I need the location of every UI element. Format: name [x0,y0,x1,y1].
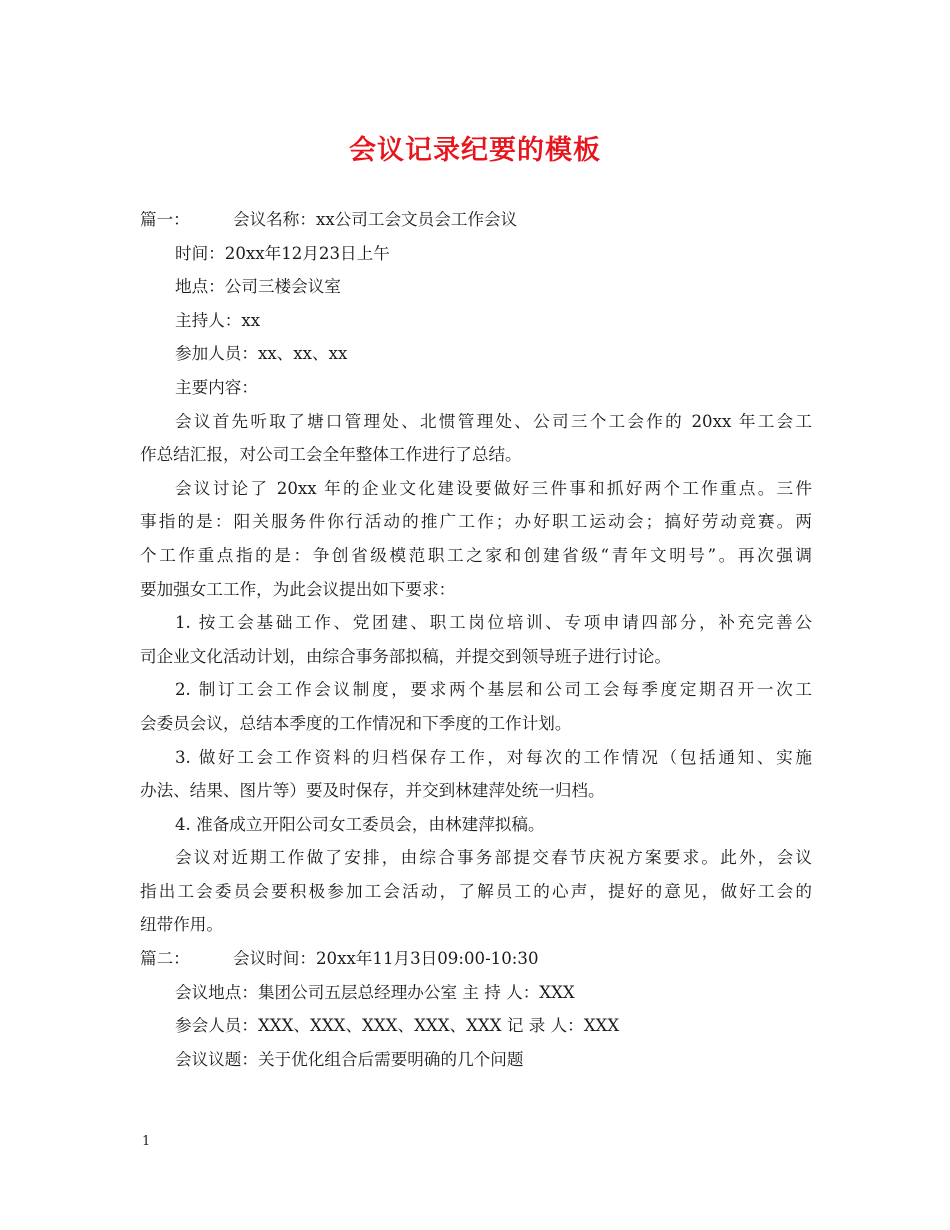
item-3-line-2: 办法、结果、图片等）要及时保存，并交到林建萍处统一归档。 [140,781,605,801]
part2-meeting-time: 会议时间：20xx年11月3日09:00-10:30 [233,949,539,969]
main-content-label: 主要内容： [175,377,258,397]
part2-location-host: 会议地点：集团公司五层总经理办公室 主 持 人：XXX [175,982,575,1002]
paragraph-1-line-1: 会议首先听取了塘口管理处、北惯管理处、公司三个工会作的 20xx 年工会工 [175,411,812,431]
meeting-participants: 参加人员：xx、xx、xx [175,344,348,364]
item-2-line-1: 2. 制订工会工作会议制度，要求两个基层和公司工会每季度定期召开一次工 [175,680,812,700]
item-1-line-1: 1. 按工会基础工作、党团建、职工岗位培训、专项申请四部分，补充完善公 [175,613,812,633]
part2-topic: 会议议题：关于优化组合后需要明确的几个问题 [175,1049,524,1069]
paragraph-3-line-1: 会议对近期工作做了安排，由综合事务部提交春节庆祝方案要求。此外，会议 [175,848,812,868]
item-4: 4. 准备成立开阳公司女工委员会，由林建萍拟稿。 [175,814,545,834]
paragraph-1-line-2: 作总结汇报，对公司工会全年整体工作进行了总结。 [140,445,522,465]
item-1-line-2: 司企业文化活动计划，由综合事务部拟稿，并提交到领导班子进行讨论。 [140,646,671,666]
part2-heading [140,942,812,976]
document-body [140,203,812,1076]
meeting-host: 主持人：xx [175,310,261,330]
document-title: 会议记录纪要的模板 [349,135,601,166]
paragraph-2-line-4: 要加强女工工作，为此会议提出如下要求： [140,579,456,599]
page-number: 1 [142,1134,151,1149]
paragraph-3-line-2: 指出工会委员会要积极参加工会活动，了解员工的心声，提好的意见，做好工会的 [140,881,812,901]
meeting-time: 时间：20xx年12月23日上午 [175,243,390,263]
paragraph-3-line-3: 纽带作用。 [140,915,223,935]
meeting-name: 会议名称：xx公司工会文员会工作会议 [233,210,518,229]
part1-heading [140,203,812,237]
meeting-location: 地点：公司三楼会议室 [175,277,341,297]
paragraph-2-line-1: 会议讨论了 20xx 年的企业文化建设要做好三件事和抓好两个工作重点。三件 [175,478,812,498]
paragraph-2-line-2: 事指的是：阳关服务件你行活动的推广工作；办好职工运动会；搞好劳动竞赛。两 [140,512,812,532]
paragraph-2-line-3: 个工作重点指的是：争创省级模范职工之家和创建省级“青年文明号”。再次强调 [140,545,812,565]
part2-label: 篇二： [140,949,190,969]
item-3-line-1: 3. 做好工会工作资料的归档保存工作，对每次的工作情况（包括通知、实施 [175,747,812,767]
part2-participants-recorder: 参会人员：XXX、XXX、XXX、XXX、XXX 记 录 人：XXX [175,1016,620,1036]
item-2-line-2: 会委员会议，总结本季度的工作情况和下季度的工作计划。 [140,713,572,733]
part1-label: 篇一： [140,210,190,229]
